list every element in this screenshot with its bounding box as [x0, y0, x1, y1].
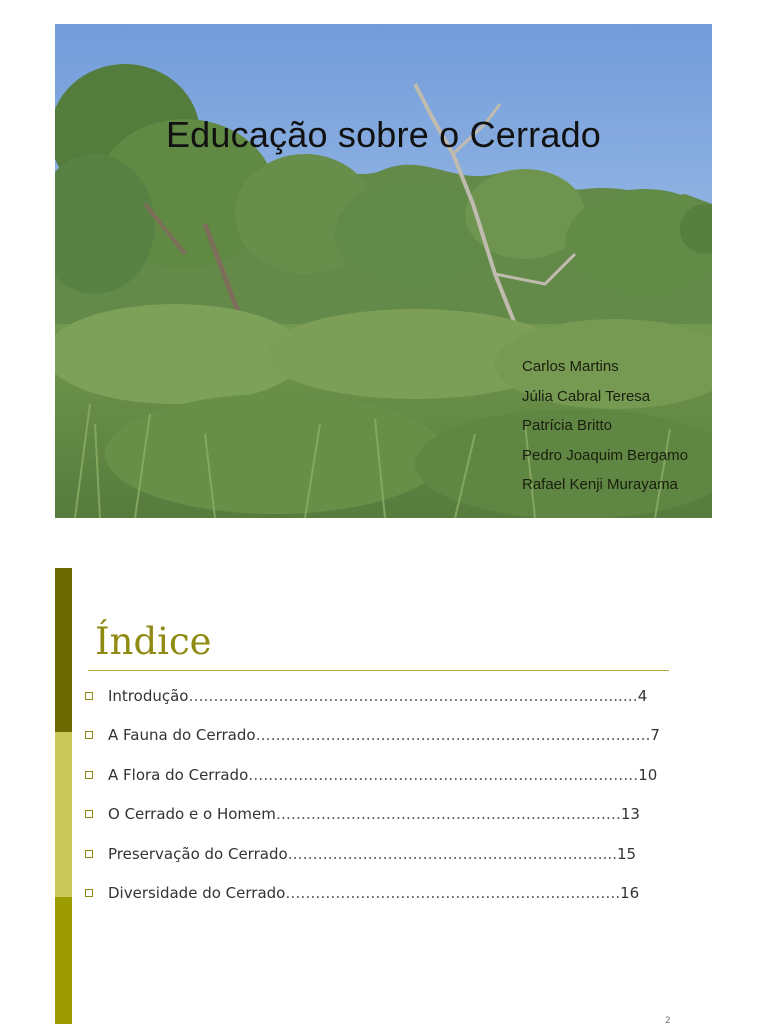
toc-dot-leader: ……………………………………………………………: [275, 805, 621, 823]
square-bullet-icon: [85, 771, 93, 779]
author-name: Pedro Joaquim Bergamo: [522, 446, 688, 464]
page-number: 2: [665, 1016, 671, 1026]
toc-item-label: O Cerrado e o Homem: [108, 805, 276, 823]
toc-item-label: A Fauna do Cerrado: [108, 726, 256, 744]
author-name: Carlos Martins: [522, 358, 619, 375]
toc-item-label: Introdução: [108, 687, 189, 705]
square-bullet-icon: [85, 810, 93, 818]
toc-dot-leader: ……………………………………………………………………: [248, 766, 639, 784]
index-title: Índice: [95, 620, 212, 663]
toc-page-number: 13: [620, 805, 640, 823]
toc-item-label: Preservação do Cerrado: [108, 845, 288, 863]
square-bullet-icon: [85, 692, 93, 700]
toc-item[interactable]: [85, 684, 647, 708]
title-divider: [88, 670, 669, 671]
toc-item-label: Diversidade do Cerrado: [108, 884, 286, 902]
toc-item[interactable]: [85, 842, 636, 866]
toc-dot-leader: …………………………………………………………………….: [255, 726, 651, 744]
square-bullet-icon: [85, 731, 93, 739]
author-name: Patrícia Britto: [522, 417, 613, 435]
toc-page-number: 10: [638, 766, 658, 784]
toc-page-number: 4: [637, 687, 648, 705]
sidebar-accent-bar: [55, 897, 72, 1024]
toc-dot-leader: ………………………………………………………...: [287, 845, 617, 863]
sidebar-accent-bar: [55, 568, 72, 732]
toc-item[interactable]: [85, 881, 639, 905]
toc-page-number: 16: [620, 884, 640, 902]
square-bullet-icon: [85, 850, 93, 858]
author-name: Rafael Kenji Murayama: [522, 476, 678, 494]
author-name: Júlia Cabral Teresa: [522, 387, 651, 405]
title-slide: [55, 24, 712, 518]
sidebar-accent-bar: [55, 732, 72, 897]
toc-page-number: 7: [650, 726, 660, 744]
toc-item[interactable]: [85, 802, 640, 826]
toc-item[interactable]: [85, 723, 660, 747]
toc-item[interactable]: [85, 763, 657, 787]
toc-dot-leader: …………………………………………………………………………...…: [188, 687, 638, 705]
index-slide: [55, 568, 712, 1024]
presentation-title: Educação sobre o Cerrado: [165, 114, 602, 155]
toc-dot-leader: ………………………………………………………….: [285, 884, 621, 902]
square-bullet-icon: [85, 889, 93, 897]
toc-item-label: A Flora do Cerrado: [108, 766, 249, 784]
author-list: [522, 357, 688, 505]
toc-page-number: 15: [616, 845, 637, 863]
